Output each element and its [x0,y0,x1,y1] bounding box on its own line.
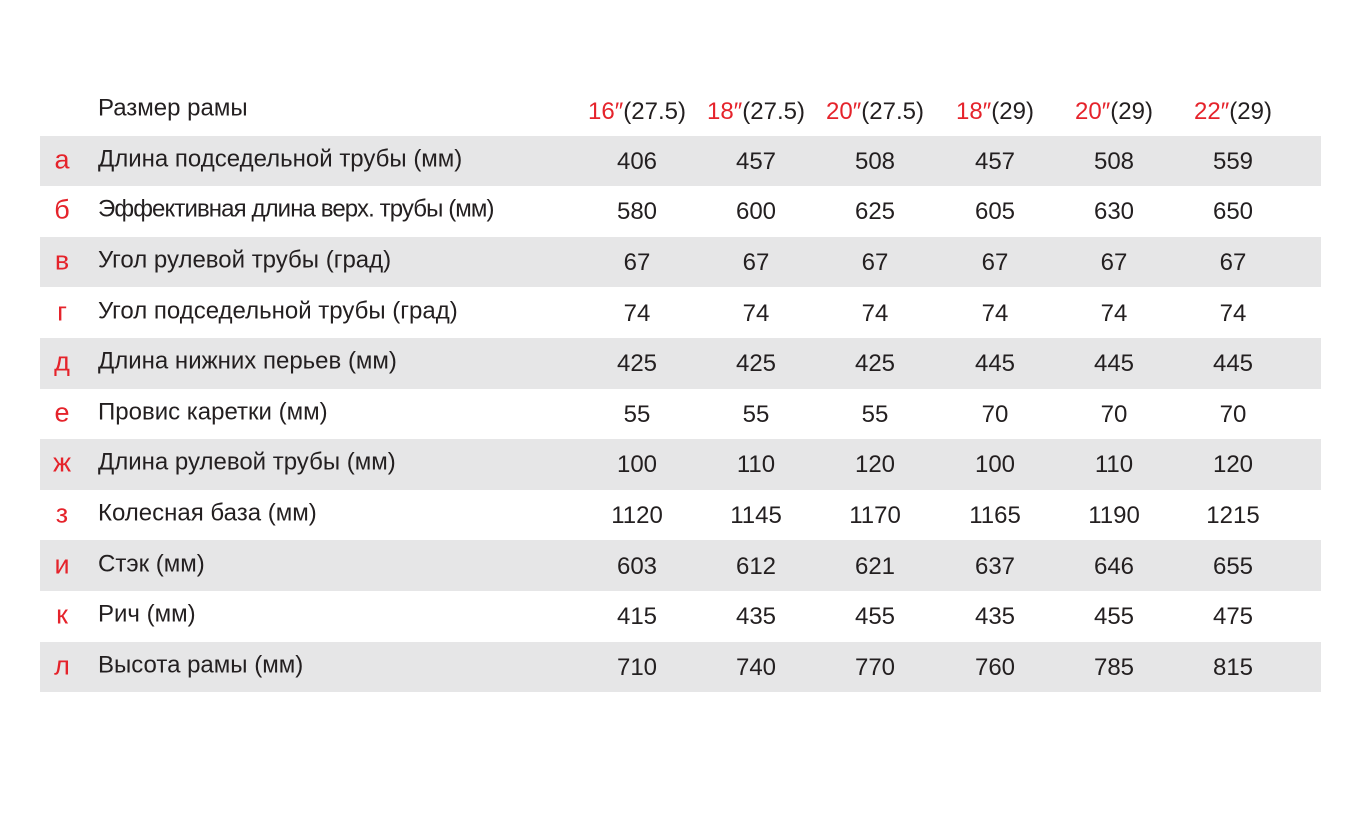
wheel-size: (29) [991,98,1034,126]
cell-value: 1165 [969,502,1021,530]
row-letter: д [54,346,70,377]
cell-value: 74 [1219,299,1247,327]
row-label: Колесная база (мм) [98,499,317,527]
cell-value: 70 [981,400,1009,428]
cell-value: 70 [1100,400,1128,428]
table-row [40,136,1321,187]
row-label: Угол рулевой трубы (град) [98,246,392,274]
cell-value: 74 [861,299,889,327]
wheel-size: (27.5) [742,98,805,126]
size-header [815,99,935,127]
row-label: Стэк (мм) [98,549,205,577]
size-header [696,99,816,127]
cell-value: 70 [1219,400,1247,428]
row-letter: a [54,144,70,175]
frame-size: 20″ [826,98,862,126]
cell-value: 425 [854,350,896,378]
cell-value: 55 [742,400,770,428]
row-letter: ж [52,447,72,478]
row-label: Длина подседельной трубы (мм) [98,145,463,173]
row-label: Угол подседельной трубы (град) [98,296,458,324]
cell-value: 445 [1093,350,1135,378]
cell-value: 625 [854,198,896,226]
row-letter: б [54,194,70,225]
cell-value: 435 [974,603,1016,631]
cell-value: 120 [1212,451,1254,479]
cell-value: 740 [735,653,777,681]
row-letter: е [54,397,70,428]
cell-value: 74 [1100,299,1128,327]
cell-value: 67 [623,249,651,277]
frame-size: 20″ [1075,98,1111,126]
cell-value: 1145 [730,502,782,530]
row-label: Рич (мм) [98,600,196,628]
cell-value: 646 [1093,552,1135,580]
cell-value: 406 [616,148,658,176]
cell-value: 508 [1093,148,1135,176]
row-letter: в [54,245,70,276]
cell-value: 55 [861,400,889,428]
cell-value: 605 [974,198,1016,226]
wheel-size: (29) [1110,98,1153,126]
cell-value: 445 [974,350,1016,378]
size-header [935,99,1055,127]
cell-value: 655 [1212,552,1254,580]
cell-value: 1120 [611,502,663,530]
cell-value: 455 [1093,603,1135,631]
cell-value: 120 [854,451,896,479]
table-row [40,642,1321,693]
table-row [40,287,1321,338]
row-letter: к [56,599,68,630]
cell-value: 67 [742,249,770,277]
table-row [40,389,1321,440]
cell-value: 637 [974,552,1016,580]
cell-value: 815 [1212,653,1254,681]
cell-value: 110 [1094,451,1134,479]
cell-value: 785 [1093,653,1135,681]
row-label: Длина рулевой трубы (мм) [98,448,396,476]
table-row [40,591,1321,642]
row-letter: з [55,498,69,529]
cell-value: 67 [1100,249,1128,277]
frame-size-title: Размер рамы [98,94,248,122]
size-header [1173,99,1293,127]
cell-value: 67 [981,249,1009,277]
cell-value: 74 [623,299,651,327]
cell-value: 475 [1212,603,1254,631]
table-row [40,186,1321,237]
frame-size: 18″ [707,98,743,126]
header-row [40,85,1321,136]
cell-value: 612 [735,552,777,580]
wheel-size: (27.5) [861,98,924,126]
table-row [40,237,1321,288]
cell-value: 455 [854,603,896,631]
row-label: Высота рамы (мм) [98,651,304,679]
row-letter: и [54,548,70,579]
table-row [40,439,1321,490]
geometry-table [40,85,1321,692]
cell-value: 74 [981,299,1009,327]
cell-value: 425 [616,350,658,378]
cell-value: 710 [616,653,658,681]
cell-value: 425 [735,350,777,378]
cell-value: 559 [1212,148,1254,176]
cell-value: 55 [623,400,651,428]
cell-value: 760 [974,653,1016,681]
cell-value: 445 [1212,350,1254,378]
frame-size: 16″ [588,98,624,126]
size-header [577,99,697,127]
row-letter: г [57,295,67,326]
cell-value: 100 [616,451,658,479]
row-label: Эффективная длина верх. трубы (мм) [98,195,494,223]
wheel-size: (27.5) [623,98,686,126]
cell-value: 1215 [1206,502,1260,530]
cell-value: 770 [854,653,896,681]
cell-value: 603 [616,552,658,580]
cell-value: 435 [735,603,777,631]
row-letter: л [54,650,70,681]
cell-value: 621 [854,552,896,580]
cell-value: 67 [1219,249,1247,277]
cell-value: 600 [735,198,777,226]
cell-value: 100 [974,451,1016,479]
frame-size: 18″ [956,98,992,126]
cell-value: 74 [742,299,770,327]
cell-value: 415 [616,603,658,631]
cell-value: 457 [735,148,777,176]
table-row [40,490,1321,541]
cell-value: 67 [861,249,889,277]
cell-value: 1170 [849,502,901,530]
cell-value: 1190 [1088,502,1140,530]
cell-value: 580 [616,198,658,226]
table-row [40,338,1321,389]
cell-value: 650 [1212,198,1254,226]
frame-size: 22″ [1194,98,1230,126]
cell-value: 457 [974,148,1016,176]
wheel-size: (29) [1229,98,1272,126]
cell-value: 630 [1093,198,1135,226]
size-header [1054,99,1174,127]
cell-value: 110 [736,451,776,479]
row-label: Длина нижних перьев (мм) [98,347,397,375]
cell-value: 508 [854,148,896,176]
table-row [40,540,1321,591]
row-label: Провис каретки (мм) [98,398,328,426]
